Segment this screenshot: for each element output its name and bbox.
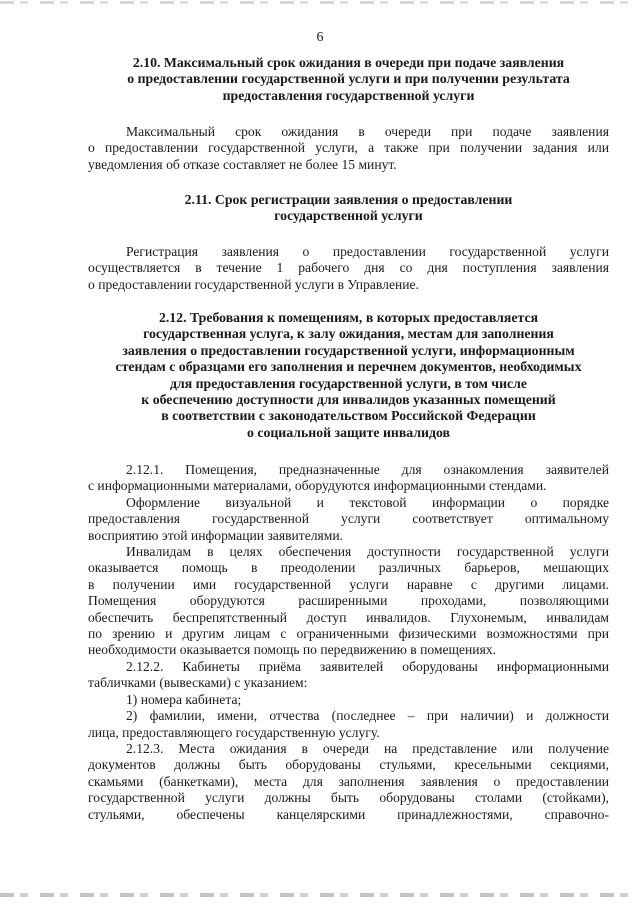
text-line: 2.12.2. Кабинеты приёма заявителей оборудованы информационными (126, 658, 609, 674)
scan-artifact-top (0, 1, 640, 4)
heading-line: 2.12. Требования к помещениям, в которых предоставляется (158, 310, 539, 325)
page-number: 6 (316, 30, 324, 45)
heading-line: о предоставлении государственной услуги и при получении результата (127, 71, 570, 87)
text-line: Инвалидам в целях обеспечения доступности государственной услуги (126, 544, 609, 560)
heading-line: 2.11. Срок регистрации заявления о предоставлении (184, 192, 513, 207)
text-line: Максимальный срок ожидания в очереди при подаче заявления (126, 124, 609, 139)
text-line: Регистрация заявления о предоставлении государственной услуги (126, 244, 609, 259)
text-line: Оформление визуальной и текстовой информации о порядке (126, 494, 609, 510)
section-2-12-heading (88, 310, 609, 441)
heading-line: государственной услуги (274, 208, 423, 224)
text-line: обеспечить беспрепятственный доступ инвалидов. Глухонемым, инвалидам (88, 609, 609, 625)
section-2-11-paragraph (88, 244, 609, 293)
text-line: восприятию этой информации заявителями. (88, 527, 344, 543)
heading-line: в соответствии с законодательством Российской Федерации (161, 408, 536, 424)
text-line: скамьями (банкетками), места для заполнения заявления о предоставлении (88, 773, 609, 789)
text-line: осуществляется в течение 1 рабочего дня со дня поступления заявления (88, 260, 609, 276)
heading-line: 2.10. Максимальный срок ожидания в очереди при подаче заявления (132, 55, 565, 70)
text-line: стульями, обеспечены канцелярскими принадлежностями, справочно- (88, 806, 609, 822)
text-line: по зрению и другим лицам с ограниченными физическими возможностями при (88, 626, 609, 642)
section-2-10-heading (88, 55, 609, 104)
text-line: 1) номера кабинета; (126, 691, 242, 707)
heading-line: о социальной защите инвалидов (246, 424, 450, 440)
heading-line: для предоставления государственной услуги, в том числе (169, 375, 528, 391)
text-line: табличками (вывесками) с указанием: (88, 675, 308, 691)
text-line: оказывается помощь в преодолении различных барьеров, мешающих (88, 560, 609, 576)
heading-line: стендам с образцами его заполнения и перечнем документов, необходимых (115, 359, 582, 375)
text-line: с информационными материалами, оборудуются информационными стендами. (88, 478, 547, 494)
heading-line: к обеспечению доступности для инвалидов указанных помещений (141, 392, 556, 408)
text-line: Помещения оборудуются расширенными проходами, позволяющими (88, 593, 609, 609)
text-line: государственной услуги должны быть оборудованы столами (стойками), (88, 790, 609, 806)
text-line: 2.12.1. Помещения, предназначенные для ознакомления заявителей (126, 462, 609, 477)
text-line: в получении ими государственной услуги наравне с другими лицами. (88, 576, 609, 592)
heading-line: заявления о предоставлении государственной услуги, информационным (122, 342, 575, 358)
text-line: о предоставлении государственной услуги в Управление. (88, 276, 419, 292)
section-2-12-body (88, 462, 609, 823)
text-line: о предоставлении государственной услуги, а также при получении задания или (88, 140, 609, 156)
text-line: лица, предоставляющего государственную услугу. (88, 724, 380, 740)
heading-line: предоставления государственной услуги (222, 87, 475, 103)
section-2-11-heading (88, 192, 609, 225)
text-line: 2) фамилии, имени, отчества (последнее – при наличии) и должности (126, 708, 609, 724)
text-line: уведомления об отказе составляет не более 15 минут. (88, 156, 397, 172)
text-line: документов должны быть оборудованы стульями, кресельными секциями, (88, 757, 609, 773)
text-line: 2.12.3. Места ожидания в очереди на представление или получение (126, 740, 609, 756)
heading-line: государственная услуга, к залу ожидания, местам для заполнения (143, 326, 554, 342)
text-line: необходимости оказывается помощь по передвижению в помещениях. (88, 642, 497, 658)
section-2-10-paragraph (88, 124, 609, 173)
text-line: предоставления государственной услуги соответствует оптимальному (88, 511, 609, 527)
scan-artifact-bottom (0, 893, 640, 897)
